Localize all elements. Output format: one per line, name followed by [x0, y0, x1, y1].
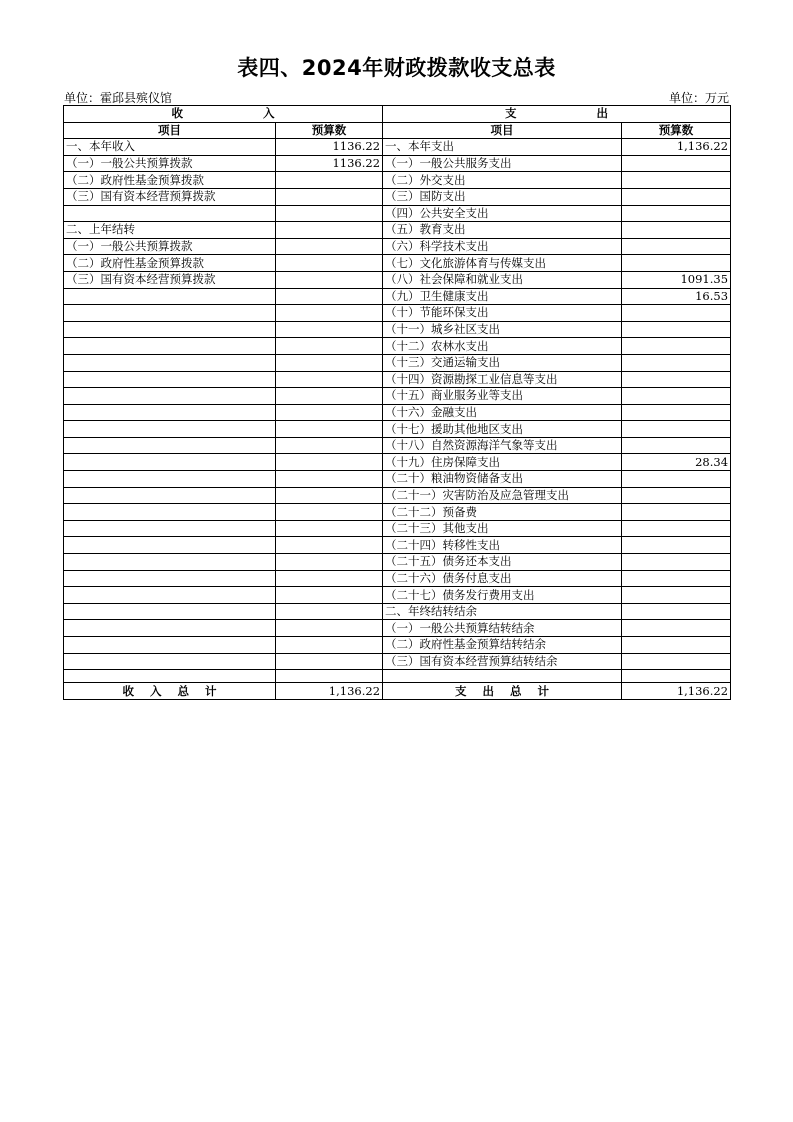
income-item-cell — [64, 487, 276, 504]
table-row — [64, 437, 731, 454]
income-item-cell: （一）一般公共预算拨款 — [64, 238, 276, 255]
table-row — [64, 222, 731, 239]
expense-budget-cell: 16.53 — [622, 288, 731, 305]
expense-budget-cell — [622, 205, 731, 222]
income-item-cell — [64, 421, 276, 438]
page-title: 表四、2024年财政拨款收支总表 — [237, 56, 556, 80]
table-row — [64, 338, 731, 355]
expense-budget-cell — [622, 388, 731, 405]
expense-budget-cell — [622, 404, 731, 421]
expense-item-cell: （二十三）其他支出 — [383, 520, 622, 537]
income-item-cell — [64, 603, 276, 620]
expense-budget-cell — [622, 487, 731, 504]
table-row — [64, 155, 731, 172]
expense-item-cell: （二）政府性基金预算结转结余 — [383, 637, 622, 654]
expense-budget-cell — [622, 238, 731, 255]
expense-budget-cell — [622, 587, 731, 604]
income-section-header: 收 入 — [64, 106, 383, 123]
table-row — [64, 188, 731, 205]
expense-budget-cell — [622, 437, 731, 454]
expense-budget-cell: 1091.35 — [622, 271, 731, 288]
expense-item-cell: （二）外交支出 — [383, 172, 622, 189]
table-row — [64, 172, 731, 189]
blank-row — [64, 670, 731, 683]
expense-budget-cell — [622, 172, 731, 189]
expense-item-cell: （十）节能环保支出 — [383, 305, 622, 322]
expense-budget-header: 预算数 — [622, 122, 731, 139]
income-budget-cell — [276, 404, 383, 421]
expense-item-cell: （二十四）转移性支出 — [383, 537, 622, 554]
expense-item-cell: （五）教育支出 — [383, 222, 622, 239]
income-item-cell — [64, 354, 276, 371]
income-budget-header: 预算数 — [276, 122, 383, 139]
expense-item-cell: （十九）住房保障支出 — [383, 454, 622, 471]
expense-total-value: 1,136.22 — [622, 683, 731, 700]
expense-item-cell: （二十二）预备费 — [383, 504, 622, 521]
expense-item-cell: （十五）商业服务业等支出 — [383, 388, 622, 405]
income-item-cell — [64, 388, 276, 405]
income-item-cell — [64, 537, 276, 554]
income-item-cell: 一、本年收入 — [64, 139, 276, 156]
expense-item-cell: （二十六）债务付息支出 — [383, 570, 622, 587]
income-budget-cell — [276, 305, 383, 322]
income-item-cell — [64, 437, 276, 454]
expense-budget-cell — [622, 620, 731, 637]
expense-budget-cell — [622, 537, 731, 554]
income-budget-cell — [276, 338, 383, 355]
income-budget-cell — [276, 371, 383, 388]
expense-item-cell: （九）卫生健康支出 — [383, 288, 622, 305]
expense-budget-cell — [622, 471, 731, 488]
blank-cell — [276, 670, 383, 683]
income-budget-cell — [276, 454, 383, 471]
income-budget-cell: 1136.22 — [276, 155, 383, 172]
expense-item-cell: （二十一）灾害防治及应急管理支出 — [383, 487, 622, 504]
income-item-cell: （三）国有资本经营预算拨款 — [64, 271, 276, 288]
income-item-cell — [64, 620, 276, 637]
income-budget-cell — [276, 437, 383, 454]
table-row — [64, 371, 731, 388]
income-budget-cell — [276, 570, 383, 587]
expense-budget-cell — [622, 637, 731, 654]
table-row — [64, 139, 731, 156]
expense-budget-cell — [622, 155, 731, 172]
table-row — [64, 471, 731, 488]
expense-item-cell: （十六）金融支出 — [383, 404, 622, 421]
income-item-cell — [64, 371, 276, 388]
table-row — [64, 603, 731, 620]
income-budget-cell — [276, 288, 383, 305]
table-row — [64, 637, 731, 654]
expense-budget-cell — [622, 255, 731, 272]
expense-budget-cell: 28.34 — [622, 454, 731, 471]
expense-budget-cell — [622, 188, 731, 205]
expense-budget-cell — [622, 554, 731, 571]
income-item-cell — [64, 570, 276, 587]
section-header-row — [64, 106, 731, 123]
expense-budget-cell: 1,136.22 — [622, 139, 731, 156]
income-budget-cell — [276, 188, 383, 205]
table-row — [64, 554, 731, 571]
income-item-cell — [64, 288, 276, 305]
expense-section-header: 支 出 — [383, 106, 731, 123]
expense-item-cell: （一）一般公共服务支出 — [383, 155, 622, 172]
expense-item-cell: （十一）城乡社区支出 — [383, 321, 622, 338]
expense-item-cell: （三）国防支出 — [383, 188, 622, 205]
income-item-cell — [64, 404, 276, 421]
income-budget-cell — [276, 620, 383, 637]
income-item-cell — [64, 338, 276, 355]
income-budget-cell — [276, 537, 383, 554]
table-row — [64, 271, 731, 288]
table-row — [64, 205, 731, 222]
expense-item-header: 项目 — [383, 122, 622, 139]
expense-budget-cell — [622, 653, 731, 670]
table-row — [64, 487, 731, 504]
table-row — [64, 305, 731, 322]
expense-item-cell: （四）公共安全支出 — [383, 205, 622, 222]
column-header-row — [64, 122, 731, 139]
expense-budget-cell — [622, 603, 731, 620]
income-budget-cell — [276, 421, 383, 438]
totals-row — [64, 683, 731, 700]
income-item-cell — [64, 205, 276, 222]
table-row — [64, 255, 731, 272]
expense-item-cell: （十四）资源勘探工业信息等支出 — [383, 371, 622, 388]
expense-item-cell: 二、年终结转结余 — [383, 603, 622, 620]
income-budget-cell — [276, 504, 383, 521]
income-budget-cell: 1136.22 — [276, 139, 383, 156]
expense-budget-cell — [622, 321, 731, 338]
expense-item-cell: （二十七）债务发行费用支出 — [383, 587, 622, 604]
income-total-label: 收 入 总 计 — [64, 683, 276, 700]
income-budget-cell — [276, 238, 383, 255]
expense-item-cell: （十八）自然资源海洋气象等支出 — [383, 437, 622, 454]
income-item-cell — [64, 520, 276, 537]
expense-budget-cell — [622, 371, 731, 388]
expense-item-cell: （七）文化旅游体育与传媒支出 — [383, 255, 622, 272]
table-row — [64, 288, 731, 305]
expense-budget-cell — [622, 305, 731, 322]
blank-cell — [383, 670, 622, 683]
table-row — [64, 404, 731, 421]
expense-item-cell: （十二）农林水支出 — [383, 338, 622, 355]
expense-budget-cell — [622, 520, 731, 537]
income-item-cell — [64, 454, 276, 471]
expense-item-cell: （一）一般公共预算结转结余 — [383, 620, 622, 637]
blank-cell — [64, 670, 276, 683]
expense-item-cell: 一、本年支出 — [383, 139, 622, 156]
expense-budget-cell — [622, 504, 731, 521]
expense-item-cell: （十三）交通运输支出 — [383, 354, 622, 371]
income-item-cell — [64, 653, 276, 670]
table-row — [64, 388, 731, 405]
expense-item-cell: （八）社会保障和就业支出 — [383, 271, 622, 288]
expense-budget-cell — [622, 338, 731, 355]
budget-table-body — [64, 106, 731, 700]
income-budget-cell — [276, 172, 383, 189]
expense-item-cell: （三）国有资本经营预算结转结余 — [383, 653, 622, 670]
income-budget-cell — [276, 354, 383, 371]
income-budget-cell — [276, 205, 383, 222]
table-row — [64, 238, 731, 255]
income-budget-cell — [276, 255, 383, 272]
income-item-cell — [64, 471, 276, 488]
income-item-cell: （二）政府性基金预算拨款 — [64, 255, 276, 272]
table-row — [64, 454, 731, 471]
income-item-cell — [64, 587, 276, 604]
income-budget-cell — [276, 587, 383, 604]
income-budget-cell — [276, 487, 383, 504]
table-row — [64, 653, 731, 670]
income-budget-cell — [276, 271, 383, 288]
income-budget-cell — [276, 471, 383, 488]
blank-cell — [622, 670, 731, 683]
table-row — [64, 520, 731, 537]
table-row — [64, 421, 731, 438]
table-row — [64, 321, 731, 338]
expense-item-cell: （二十五）债务还本支出 — [383, 554, 622, 571]
income-item-cell — [64, 554, 276, 571]
expense-item-cell: （二十）粮油物资储备支出 — [383, 471, 622, 488]
income-budget-cell — [276, 637, 383, 654]
expense-total-label: 支 出 总 计 — [383, 683, 622, 700]
unit-label: 单位：霍邱县殡仪馆 — [64, 91, 173, 105]
income-budget-cell — [276, 388, 383, 405]
income-total-value: 1,136.22 — [276, 683, 383, 700]
expense-item-cell: （十七）援助其他地区支出 — [383, 421, 622, 438]
income-budget-cell — [276, 520, 383, 537]
income-item-cell — [64, 321, 276, 338]
table-row — [64, 570, 731, 587]
income-budget-cell — [276, 554, 383, 571]
expense-budget-cell — [622, 354, 731, 371]
table-row — [64, 620, 731, 637]
income-budget-cell — [276, 222, 383, 239]
budget-table — [63, 105, 731, 700]
table-row — [64, 537, 731, 554]
expense-item-cell: （六）科学技术支出 — [383, 238, 622, 255]
expense-budget-cell — [622, 570, 731, 587]
income-budget-cell — [276, 603, 383, 620]
currency-label: 单位：万元 — [668, 91, 729, 105]
income-budget-cell — [276, 653, 383, 670]
income-item-cell — [64, 305, 276, 322]
table-row — [64, 354, 731, 371]
income-item-header: 项目 — [64, 122, 276, 139]
expense-budget-cell — [622, 222, 731, 239]
income-item-cell: （二）政府性基金预算拨款 — [64, 172, 276, 189]
table-row — [64, 587, 731, 604]
income-item-cell: （一）一般公共预算拨款 — [64, 155, 276, 172]
income-item-cell — [64, 504, 276, 521]
income-budget-cell — [276, 321, 383, 338]
income-item-cell: （三）国有资本经营预算拨款 — [64, 188, 276, 205]
income-item-cell: 二、上年结转 — [64, 222, 276, 239]
income-item-cell — [64, 637, 276, 654]
expense-budget-cell — [622, 421, 731, 438]
table-row — [64, 504, 731, 521]
